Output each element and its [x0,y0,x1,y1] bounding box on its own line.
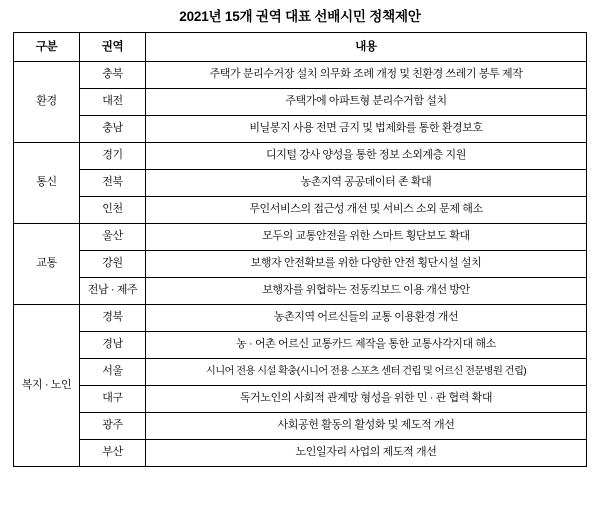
column-header-category: 구분 [14,33,80,62]
table-row [14,170,587,197]
region-cell: 대구 [80,386,146,413]
table-row [14,116,587,143]
region-cell: 경기 [80,143,146,170]
content-cell: 보행자 안전확보를 위한 다양한 안전 횡단시설 설치 [146,251,587,278]
region-cell: 전남 · 제주 [80,278,146,305]
region-cell: 전북 [80,170,146,197]
category-cell: 교통 [14,224,80,305]
table-row [14,224,587,251]
region-cell: 충북 [80,62,146,89]
content-cell: 주택가 분리수거장 설치 의무화 조례 개정 및 친환경 쓰레기 봉투 제작 [146,62,587,89]
column-header-region: 권역 [80,33,146,62]
content-cell: 노인일자리 사업의 제도적 개선 [146,440,587,467]
category-cell: 복지 · 노인 [14,305,80,467]
table-row [14,440,587,467]
table-row [14,62,587,89]
table-header-row [14,33,587,62]
table-row [14,386,587,413]
content-cell: 무인서비스의 접근성 개선 및 서비스 소외 문제 해소 [146,197,587,224]
table-row [14,89,587,116]
table-header [14,33,587,62]
content-cell: 시니어 전용 시설 확충(시니어 전용 스포츠 센터 건립 및 어르신 전문병원 건립) [146,359,587,386]
region-cell: 울산 [80,224,146,251]
table-row [14,197,587,224]
region-cell: 부산 [80,440,146,467]
content-cell: 농촌지역 어르신들의 교통 이용환경 개선 [146,305,587,332]
table-row [14,278,587,305]
category-cell: 통신 [14,143,80,224]
table-row [14,413,587,440]
content-cell: 보행자를 위협하는 전동킥보드 이용 개선 방안 [146,278,587,305]
region-cell: 광주 [80,413,146,440]
table-body [14,62,587,467]
policy-proposal-table [13,32,587,467]
region-cell: 강원 [80,251,146,278]
page-title: 2021년 15개 권역 대표 선배시민 정책제안 [179,9,421,24]
region-cell: 서울 [80,359,146,386]
region-cell: 경북 [80,305,146,332]
content-cell: 모두의 교통안전을 위한 스마트 횡단보도 확대 [146,224,587,251]
table-row [14,359,587,386]
content-cell: 독거노인의 사회적 관계망 형성을 위한 민 · 관 협력 확대 [146,386,587,413]
region-cell: 대전 [80,89,146,116]
content-cell: 주택가에 아파트형 분리수거함 설치 [146,89,587,116]
region-cell: 충남 [80,116,146,143]
content-cell: 농 · 어촌 어르신 교통카드 제작을 통한 교통사각지대 해소 [146,332,587,359]
table-row [14,251,587,278]
table-row [14,305,587,332]
content-cell: 비닐봉지 사용 전면 금지 및 법제화를 통한 환경보호 [146,116,587,143]
region-cell: 경남 [80,332,146,359]
region-cell: 인천 [80,197,146,224]
table-row [14,332,587,359]
content-cell: 사회공헌 활동의 활성화 및 제도적 개선 [146,413,587,440]
category-cell: 환경 [14,62,80,143]
table-row [14,143,587,170]
content-cell: 농촌지역 공공데이터 존 확대 [146,170,587,197]
content-cell: 디지털 강사 양성을 통한 정보 소외계층 지원 [146,143,587,170]
column-header-content: 내용 [146,33,587,62]
